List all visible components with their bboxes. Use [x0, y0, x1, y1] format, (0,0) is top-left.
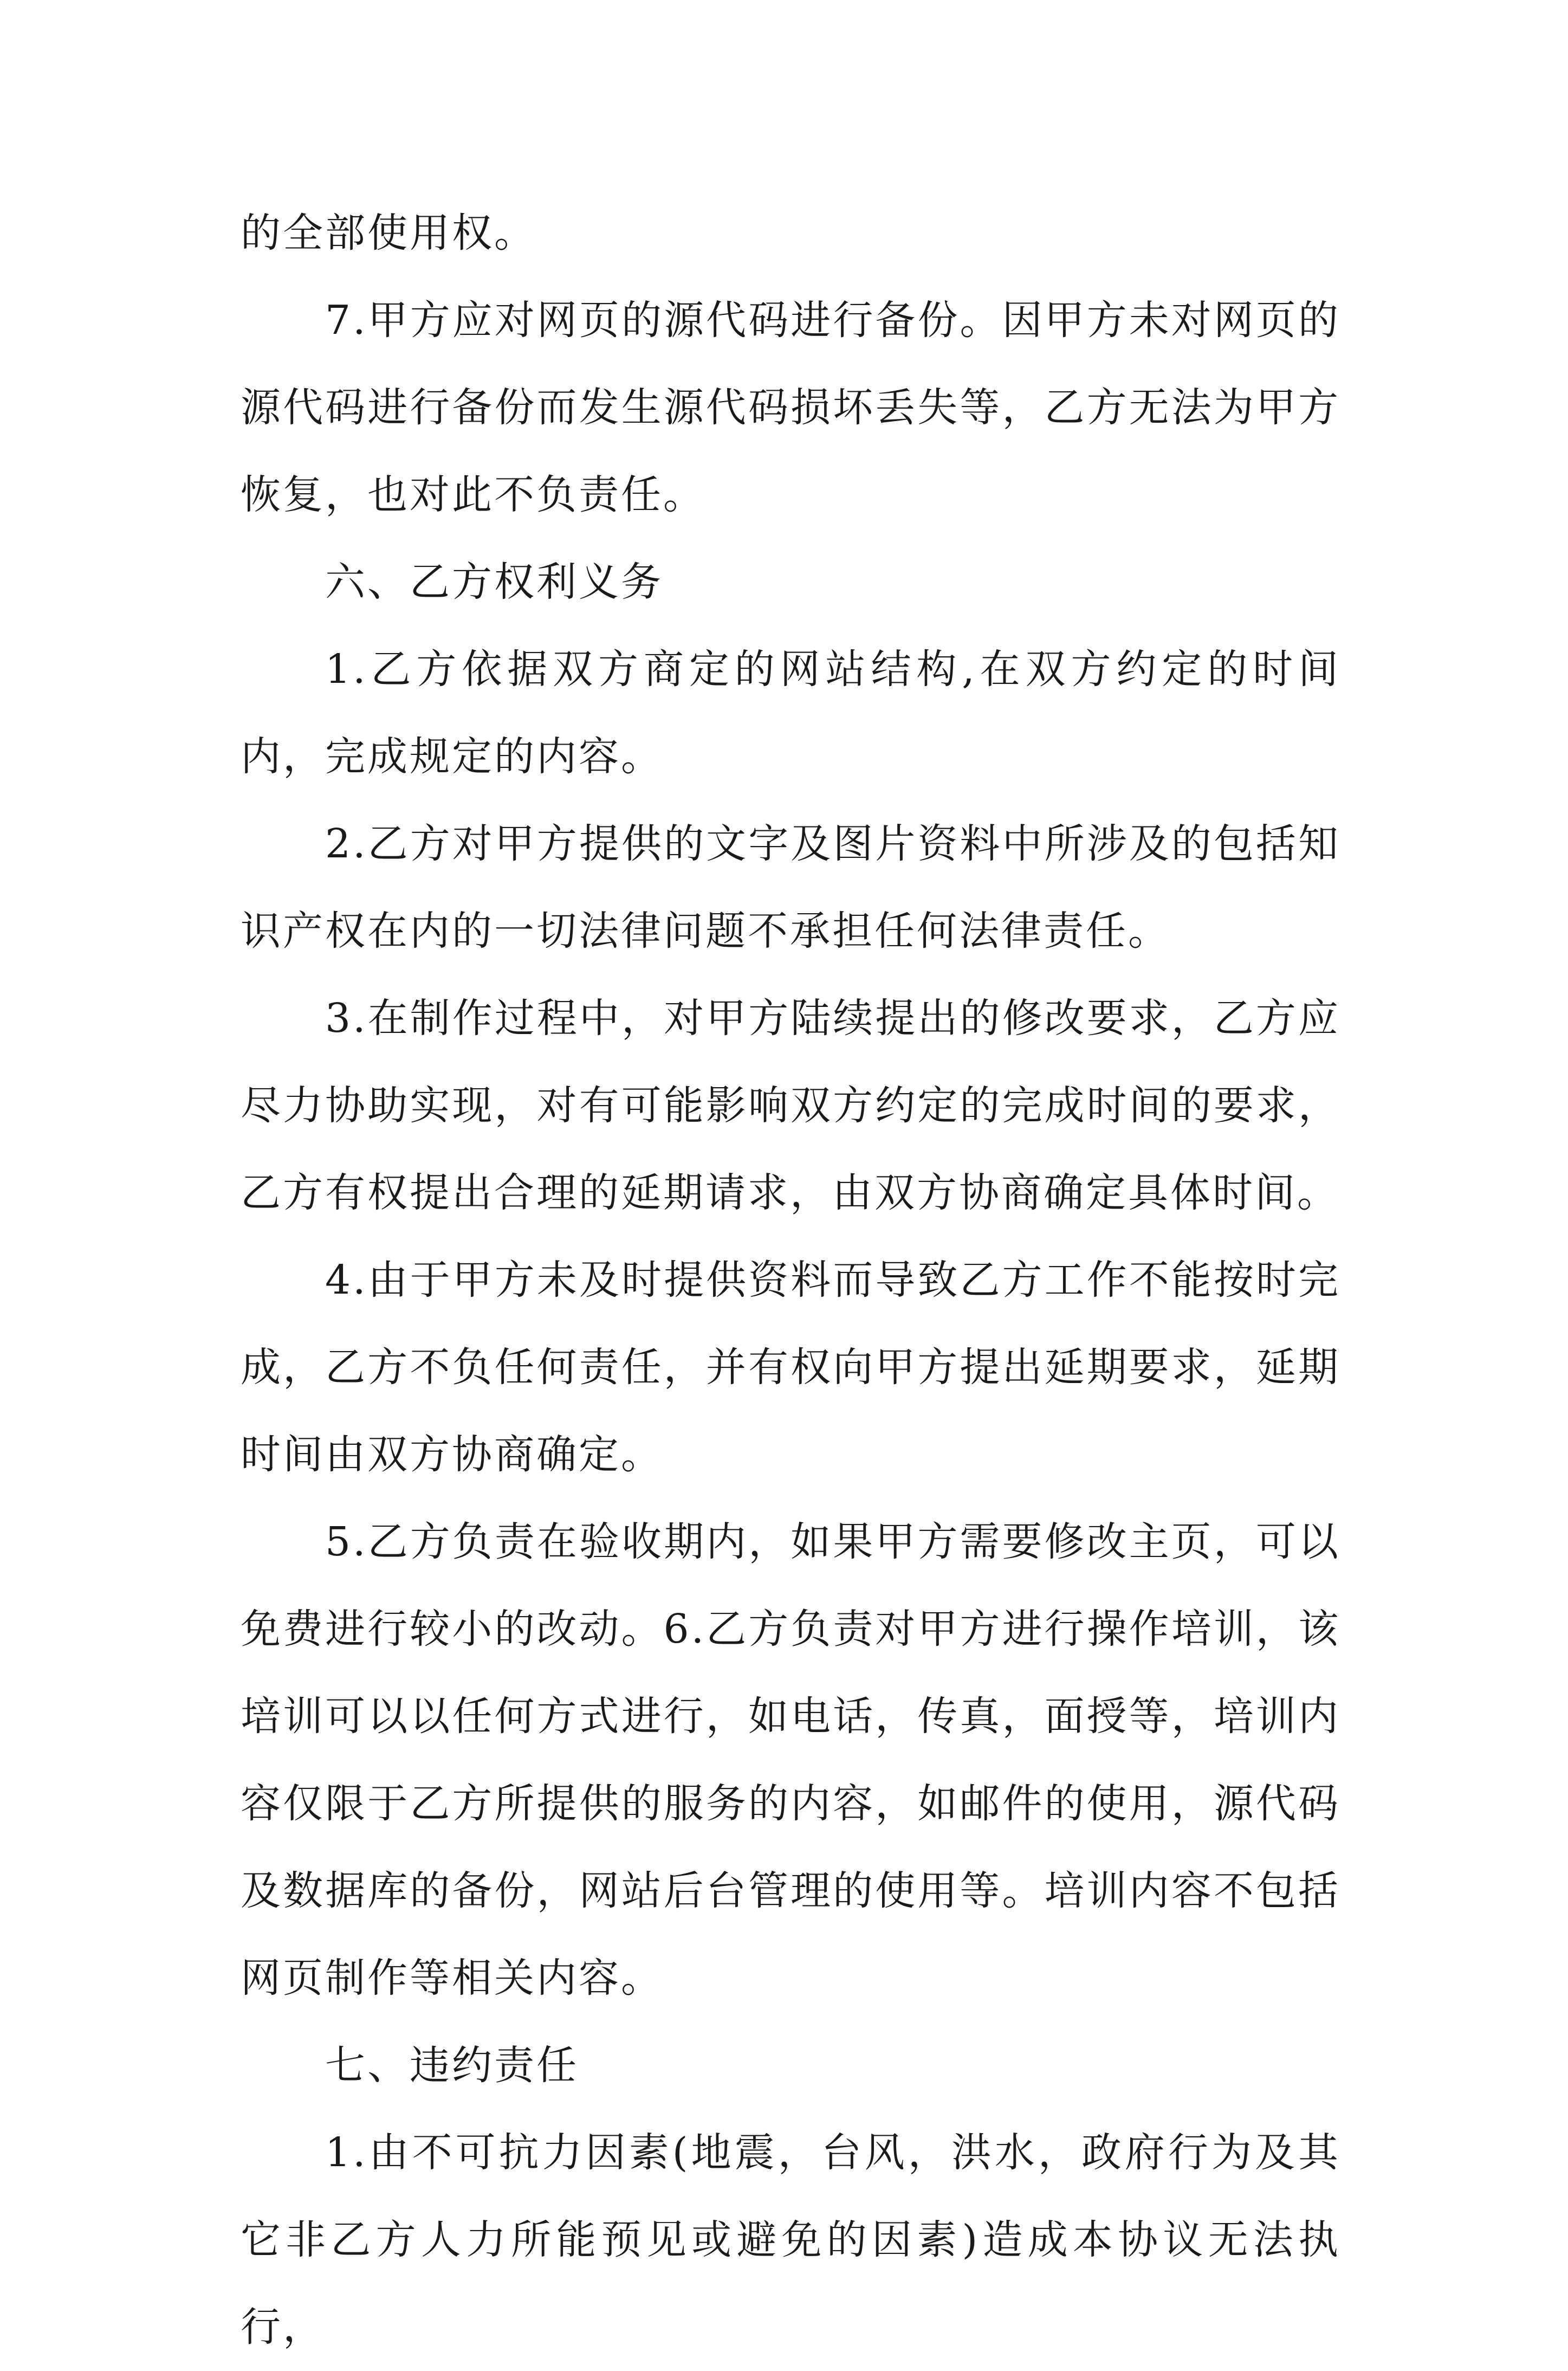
paragraph-party-b-clause-1: 1.乙方依据双方商定的网站结构,在双方约定的时间内，完成规定的内容。	[241, 646, 1340, 780]
paragraph-party-b-clause-2: 2.乙方对甲方提供的文字及图片资料中所涉及的包括知识产权在内的一切法律问题不承担任何法律责任。	[241, 821, 1340, 954]
paragraph-party-b-clause-4: 4.由于甲方未及时提供资料而导致乙方工作不能按时完成，乙方不负任何责任，并有权向甲方提出延期要求，延期时间由双方协商确定。	[241, 1257, 1340, 1478]
document-body	[241, 190, 1340, 2371]
paragraph-party-b-clause-5-6: 5.乙方负责在验收期内，如果甲方需要修改主页，可以免费进行较小的改动。6.乙方负责对甲方进行操作培训，该培训可以以任何方式进行，如电话，传真，面授等，培训内容仅限于乙方所提供的服务的内容，如邮件的使用，源代码及数据库的备份，网站后台管理的使用等。培训内容不包括网页制作等相关内容。	[241, 1519, 1340, 2001]
paragraph-party-b-clause-3: 3.在制作过程中，对甲方陆续提出的修改要求，乙方应尽力协助实现，对有可能影响双方约定的完成时间的要求，乙方有权提出合理的延期请求，由双方协商确定具体时间。	[241, 995, 1340, 1216]
paragraph-breach-clause-1: 1.由不可抗力因素(地震，台风，洪水，政府行为及其它非乙方人力所能预见或避免的因素)造成本协议无法执行，	[241, 2129, 1340, 2350]
paragraph-clause-7-backup: 7.甲方应对网页的源代码进行备份。因甲方未对网页的源代码进行备份而发生源代码损坏丢失等，乙方无法为甲方恢复，也对此不负责任。	[241, 297, 1340, 518]
section-heading-breach-liability: 七、违约责任	[325, 2042, 579, 2089]
paragraph-usage-rights-end: 的全部使用权。	[241, 210, 536, 256]
section-heading-party-b-rights: 六、乙方权利义务	[325, 559, 663, 605]
